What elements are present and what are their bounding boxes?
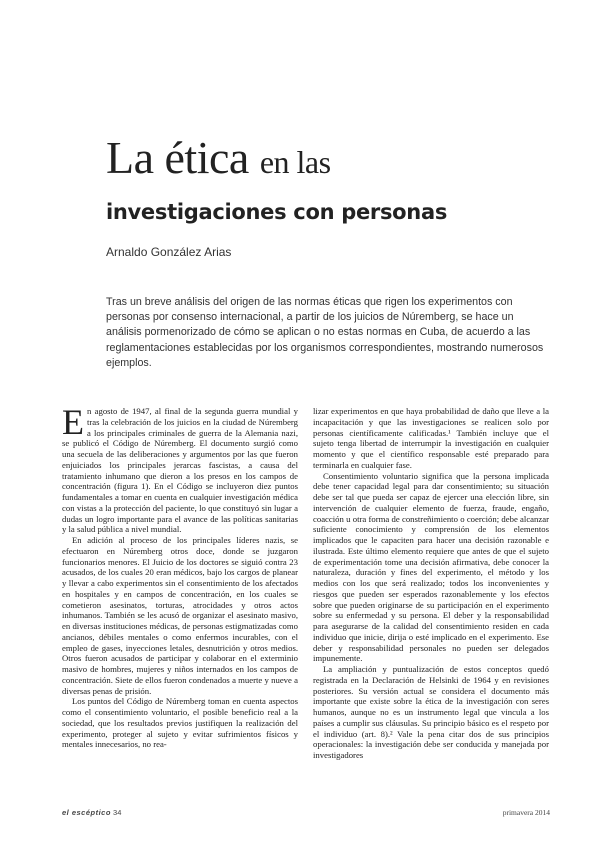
title-small: en las — [259, 144, 331, 180]
drop-cap: E — [62, 402, 84, 442]
paragraph: lizar experimentos en que haya probabilidad de daño que lleve a la incapacitación y que las investigaciones se realicen solo por personas científicamente calificadas.¹ También incluye que el sujeto tenga libertad de interrumpir la investigación en cualquier momento y que el científico responsable esté preparado para terminarla en cualquier fase. — [313, 406, 549, 470]
abstract: Tras un breve análisis del origen de las normas éticas que rigen los experimentos con personas por consenso internacional, a partir de los juicios de Núremberg, se hace un análisis pormenorizado de cómo se aplican o no estas normas en Cuba, de acuerdo a las reglamentaciones establecidas por los organismos correspondientes, mostrando numerosos ejemplos. — [106, 296, 544, 369]
article-title-line1 — [106, 132, 331, 188]
body-column-right — [313, 406, 549, 761]
paragraph: Consentimiento voluntario significa que la persona implicada debe tener capacidad legal para dar consentimiento; su situación debe ser tal que pueda ser capaz de ejercer una elección libre, sin intervención de cualquier elemento de fuerza, fraude, engaño, coacción u otra forma de constreñimiento o coerción; debe alcanzar suficiente conocimiento y comprensión de los elementos implicados que le capaciten para hacer una decisión razonable e ilustrada. Este último elemento requiere que antes de que el sujeto de experimentación tome una decisión afirmativa, debe conocer la naturaleza, duración y fines del experimento, el método y los medios con los que será realizado; todos los inconvenientes y riesgos que pueden ser esperados razonablemente y los efectos sobre que pueden originarse de su participación en el experimento sobre su enfermedad y su persona. El deber y la responsabilidad para asegurarse de la calidad del consentimiento residen en cada individuo que inicie, dirija o esté implicado en el experimento. Ese deber y responsabilidad personales no pueden ser delegados impunemente. — [313, 470, 549, 664]
author-name: Arnaldo González Arias — [106, 245, 232, 259]
article-title-line2: investigaciones con personas — [106, 200, 448, 224]
paragraph: La ampliación y puntualización de estos conceptos quedó registrada en la Declaración de Helsinki de 1964 y en revisiones posteriores. Su versión actual se considera el documento más importante que existe sobre la ética de la investigación con seres humanos, aunque no es un instrumento legal que vincula a los países a cumplir sus cláusulas. Su principio básico es el respeto por el individuo (art. 8).² Vale la pena citar dos de sus principios operacionales: la investigación debe ser conducida y manejada por investigadores — [313, 664, 549, 760]
footer-issue: primavera 2014 — [502, 808, 550, 817]
page-number: 34 — [113, 808, 122, 817]
paragraph — [62, 402, 298, 535]
paragraph: Los puntos del Código de Núremberg toman en cuenta aspectos como el consentimiento voluntario, el posible beneficio real a la sociedad, que los resultados previos justifiquen la realización del experimento, proteger al sujeto y evitar sufrimientos físicos y mentales innecesarios, no rea- — [62, 696, 298, 750]
paragraph: En adición al proceso de los principales líderes nazis, se efectuaron en Núremberg otros doce, donde se juzgaron funcionarios menores. El Juicio de los doctores se siguió contra 23 acusados, de los cuales 20 eran médicos, bajo los cargos de planear y llevar a cabo experimentos sin el consentimiento de los afectados en hospitales y en campos de concentración, en los cuales se cometieron asesinatos, torturas, atrocidades y otros actos inhumanos. También se les acusó de organizar el asesinato masivo, en diversas instituciones médicas, de personas estigmatizadas como ancianos, débiles mentales o como enfermos incurables, con el empleo de gases, inyecciones letales, desnutrición y otros medios. Otros fueron acusados de participar y colaborar en el exterminio masivo de hombres, mujeres y niños internados en los campos de concentración. Siete de ellos fueron condenados a muerte y nueve a diversas penas de prisión. — [62, 535, 298, 696]
paragraph-text: n agosto de 1947, al final de la segunda guerra mundial y tras la celebración de los juicios en la ciudad de Núremberg a los principales criminales de guerra de la Alemania nazi, se publicó el Código de Núremberg. El documento surgió como una secuela de las deliberaciones y argumentos por las que fueron enjuiciados los principales jerarcas fascistas, a causa del tratamiento inhumano que dieron a los presos en los campos de concentración (figura 1). En el Código se incluyeron diez puntos fundamentales a tomar en cuenta en cualquier investigación médica con vistas a la protección del paciente, lo que constituyó sin lugar a dudas un logro importante para el avance de las políticas sanitarias y la salud pública a nivel mundial. — [62, 406, 298, 535]
magazine-name: el escéptico — [62, 808, 111, 817]
body-column-left — [62, 402, 298, 750]
title-large: La ética — [106, 132, 249, 183]
footer-magazine — [62, 808, 121, 817]
